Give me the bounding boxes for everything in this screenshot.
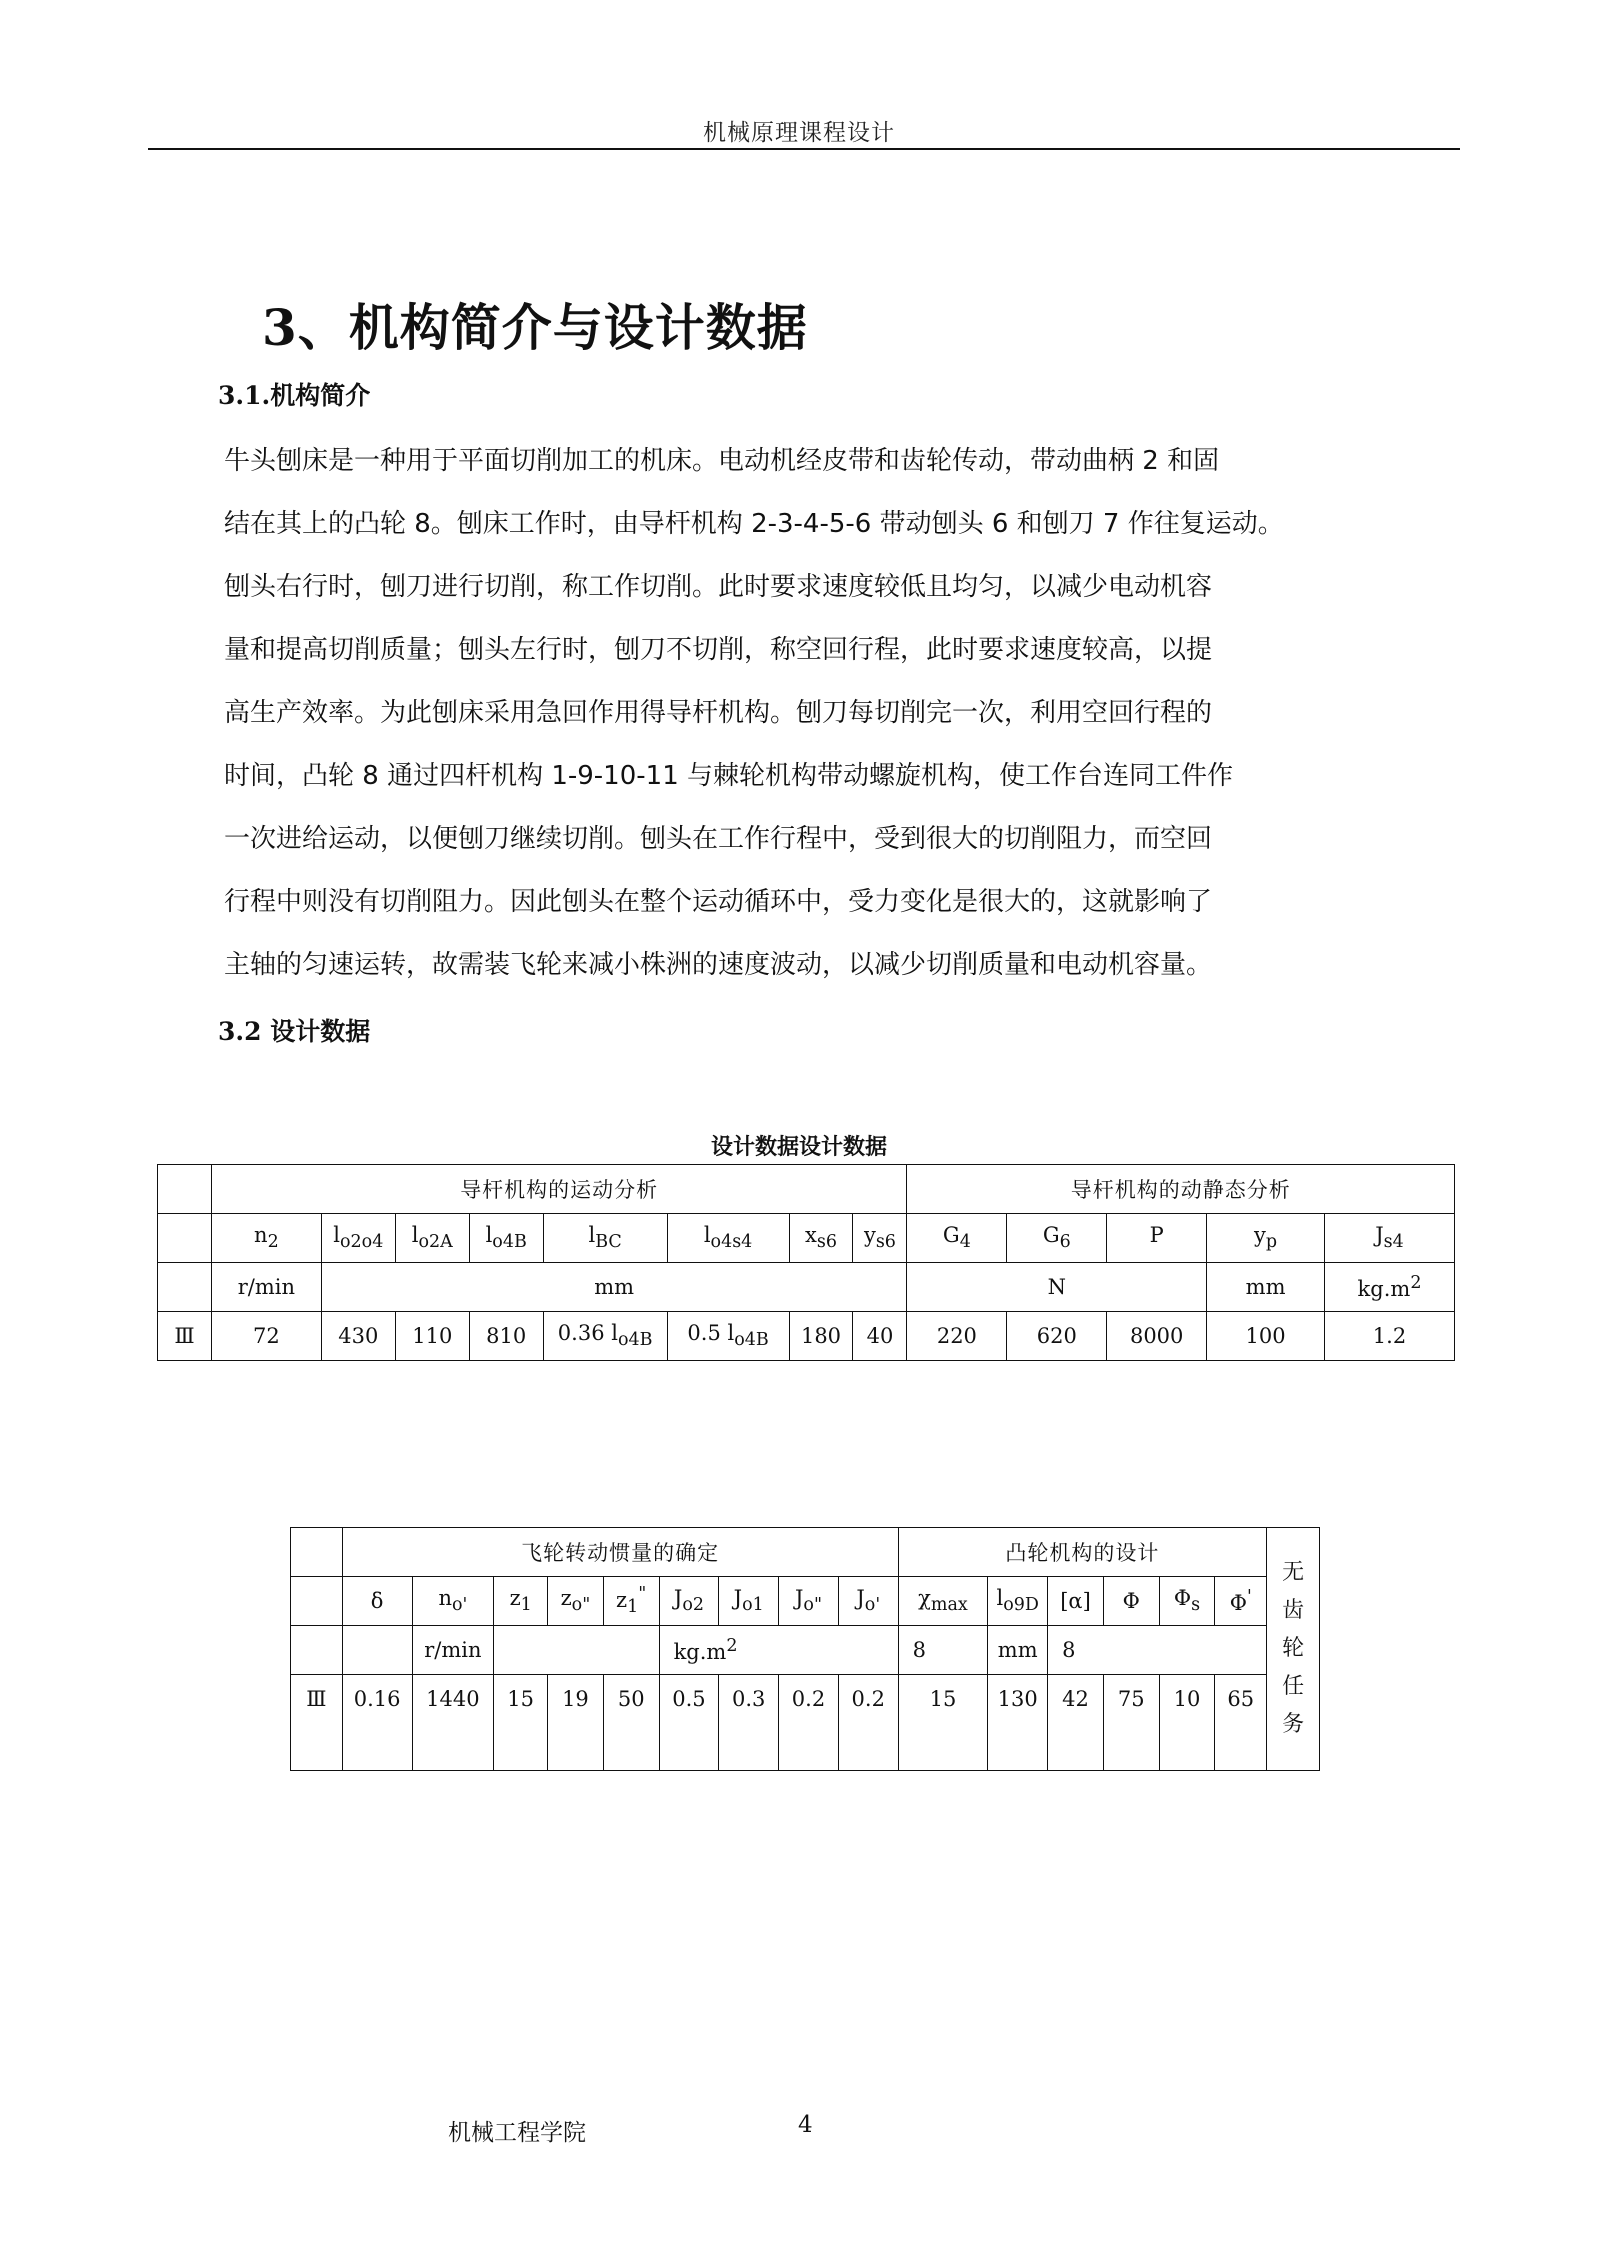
param-header: $y_p$ [1207,1214,1325,1263]
param-header: $z_1$ [494,1577,548,1626]
unit-cell: $kg.m^2$ [1325,1263,1455,1312]
value-cell: 0.2 [838,1675,898,1771]
paragraph-line: 量和提高切削质量；刨头左行时，刨刀不切削，称空回行程，此时要求速度较高，以提 [224,635,1213,665]
table-cell [494,1626,659,1675]
param-header: $G_6$ [1007,1214,1107,1263]
value-cell: 180 [789,1312,853,1361]
value-cell: 15 [898,1675,988,1771]
value-cell: 65 [1215,1675,1267,1771]
table-row [291,1528,1320,1577]
table-row [291,1577,1320,1626]
value-cell: 0.3 [719,1675,779,1771]
group-header-flywheel: 飞轮转动惯量的确定 [342,1528,898,1577]
group-header-cam: 凸轮机构的设计 [898,1528,1267,1577]
value-cell: 50 [603,1675,659,1771]
unit-cell: mm [321,1263,907,1312]
value-cell: 15 [494,1675,548,1771]
param-header: P [1107,1214,1207,1263]
param-header: $J_{o1}$ [719,1577,779,1626]
param-header: $y_{s6}$ [853,1214,907,1263]
table-row [291,1626,1320,1675]
table-cell [342,1626,412,1675]
paragraph-line: 主轴的匀速运转，故需装飞轮来减小株洲的速度波动，以减少切削质量和电动机容量。 [224,950,1213,980]
group-header-kinematics: 导杆机构的运动分析 [211,1165,907,1214]
table-row [158,1165,1455,1214]
group-header-dynamics: 导杆机构的动静态分析 [907,1165,1455,1214]
value-cell: 0.16 [342,1675,412,1771]
param-header: $l_{o9D}$ [988,1577,1048,1626]
value-cell: 100 [1207,1312,1325,1361]
param-header: $J_{o"}$ [779,1577,839,1626]
param-header: $l_{o2A}$ [395,1214,469,1263]
footer-institution: 机械工程学院 [448,2120,586,2146]
footer-page-number: 4 [798,2112,813,2138]
param-header: $l_{BC}$ [543,1214,667,1263]
table-cell [291,1577,343,1626]
param-header: $G_4$ [907,1214,1007,1263]
row-label: Ⅲ [158,1312,212,1361]
design-data-table-1 [157,1164,1455,1361]
value-cell: 130 [988,1675,1048,1771]
value-cell: 19 [548,1675,604,1771]
unit-cell: 8 [1048,1626,1267,1675]
paragraph-line: 高生产效率。为此刨床采用急回作用得导杆机构。刨刀每切削完一次，利用空回行程的 [224,698,1213,728]
paragraph-line: 结在其上的凸轮 8。刨床工作时，由导杆机构 2-3-4-5-6 带动刨头 6 和刨刀 7 作往复运动。 [224,509,1284,539]
unit-cell: $kg.m^2$ [659,1626,898,1675]
value-cell: 40 [853,1312,907,1361]
unit-cell: mm [1207,1263,1325,1312]
table-row [158,1312,1455,1361]
table-row [291,1675,1320,1771]
param-header: δ [342,1577,412,1626]
param-header: [α] [1048,1577,1104,1626]
table-cell [158,1165,212,1214]
table-row [158,1214,1455,1263]
param-header: $J_{o'}$ [838,1577,898,1626]
unit-cell: r/min [412,1626,494,1675]
value-cell: 110 [395,1312,469,1361]
design-data-table-2 [290,1527,1320,1771]
page-header-title: 机械原理课程设计 [703,120,895,146]
value-cell: 810 [469,1312,543,1361]
paragraph-line: 牛头刨床是一种用于平面切削加工的机床。电动机经皮带和齿轮传动，带动曲柄 2 和固 [224,446,1220,476]
paragraph-line: 行程中则没有切削阻力。因此刨头在整个运动循环中，受力变化是很大的，这就影响了 [224,887,1213,917]
table-cell [291,1528,343,1577]
section-heading-3-1: 3.1.机构简介 [218,381,371,410]
value-cell: 0.36 $l_{o4B}$ [543,1312,667,1361]
paragraph-line: 刨头右行时，刨刀进行切削，称工作切削。此时要求速度较低且均匀，以减少电动机容 [224,572,1213,602]
param-header: $n_{o'}$ [412,1577,494,1626]
param-header: $J_{o2}$ [659,1577,719,1626]
row-label: Ⅲ [291,1675,343,1771]
paragraph-line: 时间，凸轮 8 通过四杆机构 1-9-10-11 与棘轮机构带动螺旋机构，使工作台连同工件作 [224,761,1233,791]
param-header: $l_{o4B}$ [469,1214,543,1263]
value-cell: 620 [1007,1312,1107,1361]
param-header: $J_{s4}$ [1325,1214,1455,1263]
header-rule [148,148,1460,150]
value-cell: 42 [1048,1675,1104,1771]
param-header: $n_2$ [211,1214,321,1263]
section-heading-3-2: 3.2 设计数据 [218,1017,371,1046]
value-cell: 0.5 $l_{o4B}$ [667,1312,789,1361]
unit-cell: N [907,1263,1207,1312]
param-header: Φ [1103,1577,1159,1626]
table-caption: 设计数据设计数据 [710,1135,887,1160]
value-cell: 75 [1103,1675,1159,1771]
param-header: $z_{o"}$ [548,1577,604,1626]
value-cell: 0.2 [779,1675,839,1771]
param-header: $z_1^"$ [603,1577,659,1626]
paragraph-line: 一次进给运动，以便刨刀继续切削。刨头在工作行程中，受到很大的切削阻力，而空回 [224,824,1213,854]
param-header: $l_{o2o4}$ [321,1214,395,1263]
value-cell: 8000 [1107,1312,1207,1361]
table-cell [158,1214,212,1263]
unit-cell: mm [988,1626,1048,1675]
value-cell: 72 [211,1312,321,1361]
table-cell [158,1263,212,1312]
value-cell: 10 [1159,1675,1215,1771]
unit-cell: 8 [898,1626,988,1675]
value-cell: 1440 [412,1675,494,1771]
value-cell: 1.2 [1325,1312,1455,1361]
param-header: $x_{s6}$ [789,1214,853,1263]
unit-cell: r/min [211,1263,321,1312]
param-header: $\Phi_s$ [1159,1577,1215,1626]
chapter-title: 3、机构简介与设计数据 [262,298,808,357]
param-header: Φ' [1215,1577,1267,1626]
value-cell: 430 [321,1312,395,1361]
value-cell: 0.5 [659,1675,719,1771]
table-row [158,1263,1455,1312]
table-cell [291,1626,343,1675]
param-header: $l_{o4s4}$ [667,1214,789,1263]
param-header: $\chi_{max}$ [898,1577,988,1626]
value-cell: 220 [907,1312,1007,1361]
side-label-no-gear-task: 无 齿 轮 任 务 [1267,1528,1320,1771]
